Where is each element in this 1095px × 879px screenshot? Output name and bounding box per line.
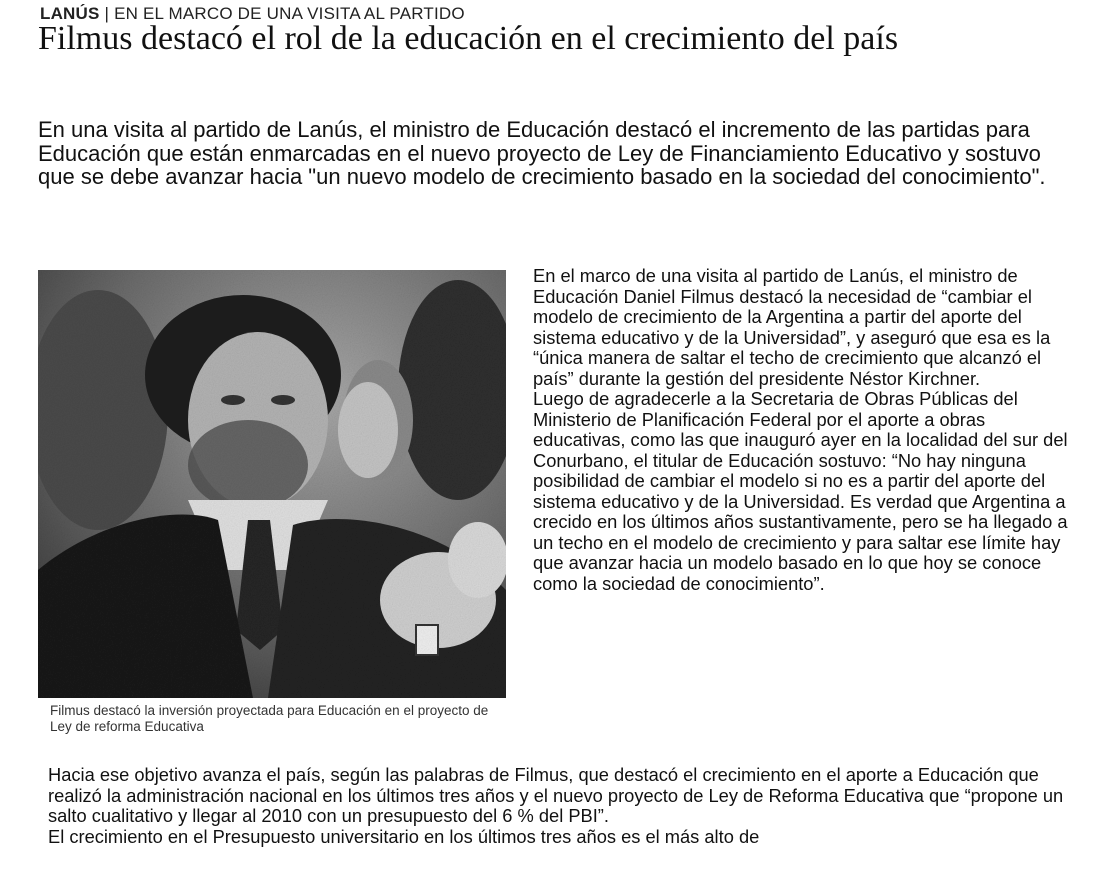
kicker-section: EN EL MARCO DE UNA VISITA AL PARTIDO: [114, 4, 465, 23]
article-lead: En una visita al partido de Lanús, el ministro de Educación destacó el incremento de las partidas para Educación que están enmarcadas en el nuevo proyecto de Ley de Financiamiento Educativo y sostuvo que se debe avanzar hacia "un nuevo modelo de crecimiento basado en la sociedad del conocimiento".: [38, 117, 1046, 189]
article-body-column: [533, 266, 1073, 594]
article-headline: Filmus destacó el rol de la educación en el crecimiento del país: [38, 20, 899, 57]
body-paragraph: Luego de agradecerle a la Secretaria de Obras Públicas del Ministerio de Planificación Federal por el aporte a obras educativas, como las que inauguró ayer en la localidad del sur del Conurbano, el titular de Educación sostuvo: “No hay ninguna posibilidad de cambiar el modelo si no es a partir del aporte del sistema educativo y de la Universidad. Es verdad que Argentina a crecido en los últimos años sustantivamente, pero se ha llegado a un techo en el modelo de crecimiento y para saltar ese límite hay que avanzar hacia un modelo basado en lo que hoy se conoce como la sociedad de conocimiento”.: [533, 388, 1068, 594]
body-paragraph: Hacia ese objetivo avanza el país, según las palabras de Filmus, que destacó el crecimiento en el aporte a Educación que realizó la administración nacional en los últimos tres años y el nuevo proyecto de Ley de Reforma Educativa que “propone un salto cualitativo y llegar al 2010 con un presupuesto del 6 % del PBI”.: [48, 764, 1064, 826]
body-paragraph: En el marco de una visita al partido de Lanús, el ministro de Educación Daniel Filmus destacó la necesidad de “cambiar el modelo de crecimiento de la Argentina a partir del aporte del sistema educativo y de la Universidad”, y aseguró que esa es la “única manera de saltar el techo de crecimiento que alcanzó el país” durante la gestión del presidente Néstor Kirchner.: [533, 265, 1051, 389]
photo-caption: Filmus destacó la inversión proyectada para Educación en el proyecto de Ley de reforma Educativa: [50, 703, 489, 734]
kicker-separator: |: [104, 4, 110, 23]
article-body-full: [48, 765, 1088, 847]
body-paragraph: El crecimiento en el Presupuesto universitario en los últimos tres años es el más alto de: [48, 825, 760, 847]
kicker-location: LANÚS: [40, 4, 100, 23]
photo-portrait-image: [38, 270, 506, 698]
article-photo: [38, 270, 506, 698]
